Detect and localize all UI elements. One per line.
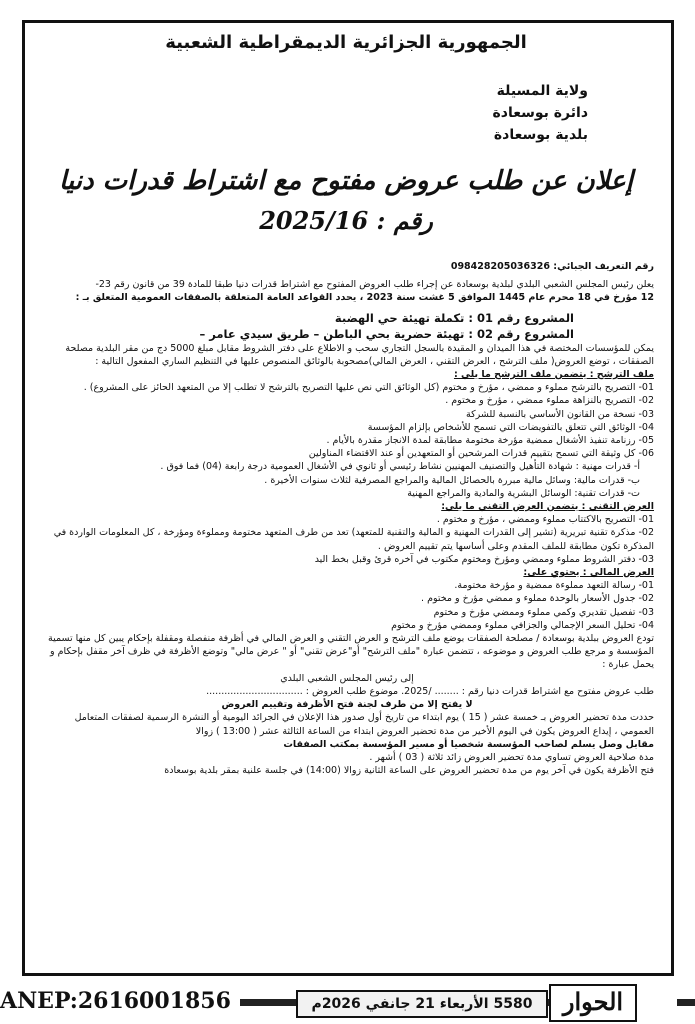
candidacy-item: 05- رزنامة تنفيذ الأشغال ممضية مؤرخة مختومة مطابقة لمدة الانجاز مقدرة بالأيام . [326, 435, 654, 447]
address-line: طلب عروض مفتوح مع اشتراط قدرات دنيا رقم : ........ /2025. موضوع طلب العروض : ................................ [206, 685, 654, 697]
capacity-item: ب- قدرات مالية: وسائل مالية مبررة بالحصائل المالية والمراجع المصرفية لثلاث سنوات الأخيرة . [264, 474, 640, 486]
candidacy-heading: ملف الترشح : يتضمن ملف الترشح ما يلي : [453, 369, 654, 381]
announcement-title: إعلان عن طلب عروض مفتوح مع اشتراط قدرات دنيا [58, 166, 634, 196]
intro-line-2: 12 مؤرخ في 18 محرم عام 1445 الموافق 5 غشت سنة 2023 ، يحدد القواعد العامة المتعلقة بالصفقات العمومية المتعلق بـ : [75, 292, 654, 304]
duration-text: حددت مدة تحضير العروض بـ خمسة عشر ( 15 ) يوم ابتداء من تاريخ أول صدور هذا الإعلان في الجرائد اليومية أو النشرة الرسمية لصفقات المتعامل العمومي ، إيداع العروض يكون في اليوم الأخير من مدة تحضير العروض ابتداء من الساعة الثالثة عشر ( 13:00 ) زوالا [74, 712, 654, 737]
wilaya-label: ولاية المسيلة [496, 83, 588, 99]
financial-item: 04- تحليل السعر الإجمالي والجزافي مملوء وممضي مؤرخ و مختوم [391, 619, 654, 631]
technical-item: 03- دفتر الشروط مملوء وممضي ومؤرخ ومختوم مكتوب في آخره قرئ وقبل بخط اليد [314, 553, 654, 565]
announcement-number: رقم : 2025/16 [259, 206, 433, 235]
technical-item: 02- مذكرة تقنية تبريرية (تشير إلى القدرات المهنية و المالية والتقنية للمتعهد) تعد من طرف المتعهد مختومة ومملوءة ومؤرخة ، كل المعلومات الواردة في المذكرة تكون مطابقة للملف المقدم وعلى أساسها يتم تقييم العروض . [53, 527, 654, 552]
opening-text: فتح الأظرفة يكون في آخر يوم من مدة تحضير العروض على الساعة الثانية زوالا (14:00) في جلسة علنية بمقر بلدية بوسعادة [164, 765, 654, 777]
financial-item: 03- تفصيل تقديري وكمي مملوء وممضي مؤرخ و مختوم [433, 606, 654, 618]
technical-item: 01- التصريح بالاكتتاب مملوء وممضي ، مؤرخ و مختوم . [436, 514, 654, 526]
candidacy-item: 01- التصريح بالترشح مملوء و ممضي ، مؤرخ و مختوم (كل الوثائق التي نص عليها التصريح بالترشح لا تطلب إلا من المتعهد الحائز على المشروع) . [83, 382, 654, 394]
address-line: لا يفتح إلا من طرف لجنة فتح الأظرفة وتقييم العروض [221, 699, 473, 711]
capacity-item: أ- قدرات مهنية : شهادة التأهيل والتصنيف المهنيين نشاط رئيسي أو ثانوي في الأشغال العمومية درجة رابعة (04) فما فوق . [160, 461, 640, 473]
announcement-body [40, 260, 654, 777]
footer-divider [677, 999, 695, 1006]
deposit-text: تودع العروض ببلدية بوسعادة / مصلحة الصفقات بوضع ملف الترشح و العرض التقني و العرض المالي في أظرفة منفصلة ومقفلة بإحكام يبين كل منها تسمية المؤسسة و مرجع طلب العروض و موضوعه ، تتضمن عبارة "ملف الترشح" أو"عرض تقني" أو " عرض مالي" وتوضع الأظرفة في ظرف آخر مقفل بإحكام و يحمل عبارة : [48, 633, 654, 671]
anep-reference: ANEP:2616001856 [0, 988, 231, 1014]
announcement-page [34, 28, 658, 964]
financial-offer-heading: العرض المالي : يحتوي على: [523, 567, 654, 579]
project-2: المشروع رقم 02 : تهيئة حضرية بحي الباطن – طريق سيدي عامر – [199, 326, 574, 341]
financial-item: 02- جدول الأسعار بالوحدة مملوء و ممضي مؤرخ و مختوم . [421, 593, 654, 605]
intro-line-1: يعلن رئيس المجلس الشعبي البلدي لبلدية بوسعادة عن إجراء طلب العروض المفتوح مع اشتراط قدرات دنيا طبقا للمادة 39 من قانون رقم 23- [95, 279, 654, 291]
eligibility-text: يمكن للمؤسسات المختصة في هذا الميدان و المقيدة بالسجل التجاري سحب و الاطلاع على دفتر الشروط مقابل مبلغ 5000 دج من مقر البلدية مصلحة الصفقات ، توضع العروض( ملف الترشح ، العرض التقني ، العرض المالي)مصحوبة بالوثائق المنصوص عليها في التنظيم الساري المفعول التالية : [65, 342, 654, 367]
receipt-text: مقابل وصل يسلم لصاحب المؤسسة شخصيا أو مسير المؤسسة بمكتب الصفقات [283, 738, 654, 750]
republic-heading: الجمهورية الجزائرية الديمقراطية الشعبية [165, 32, 527, 53]
financial-item: 01- رسالة التعهد مملوءة ممضية و مؤرخة مختومة. [454, 580, 654, 592]
technical-offer-heading: العرض التقني : يتضمن العرض التقني ما يلي: [441, 501, 654, 513]
candidacy-item: 04- الوثائق التي تتعلق بالتفويضات التي تسمح للأشخاص بإلزام المؤسسة [367, 421, 654, 433]
validity-text: مدة صلاحية العروض تساوي مدة تحضير العروض زائد ثلاثة ( 03 ) أشهر . [369, 751, 654, 763]
candidacy-item: 02- التصريح بالنزاهة مملوء ممضي ، مؤرخ و مختوم . [445, 395, 654, 407]
address-line: إلى رئيس المجلس الشعبي البلدي [280, 672, 414, 684]
newspaper-footer [0, 982, 695, 1020]
project-1: المشروع رقم 01 : تكملة تهيئة حي الهضبة [334, 310, 574, 325]
tax-id: رقم التعريف الجبائي: 098428205036326 [450, 261, 654, 272]
candidacy-item: 03- نسخة من القانون الأساسي بالنسبة للشركة [466, 408, 654, 420]
candidacy-item: 06- كل وثيقة التي تسمح بتقييم قدرات المرشحين أو المتعهدين أو عند الاقتضاء المناولين [308, 448, 654, 460]
newspaper-logo: الحوار [549, 984, 637, 1022]
commune-label: بلدية بوسعادة [493, 127, 588, 143]
issue-info: 5580 الأربعاء 21 جانفي 2026م [296, 990, 548, 1018]
footer-divider [240, 999, 296, 1006]
daira-label: دائرة بوسعادة [492, 105, 588, 121]
capacity-item: ت- قدرات تقنية: الوسائل البشرية والمادية والمراجع المهنية [407, 487, 640, 499]
administration-block [493, 80, 589, 146]
